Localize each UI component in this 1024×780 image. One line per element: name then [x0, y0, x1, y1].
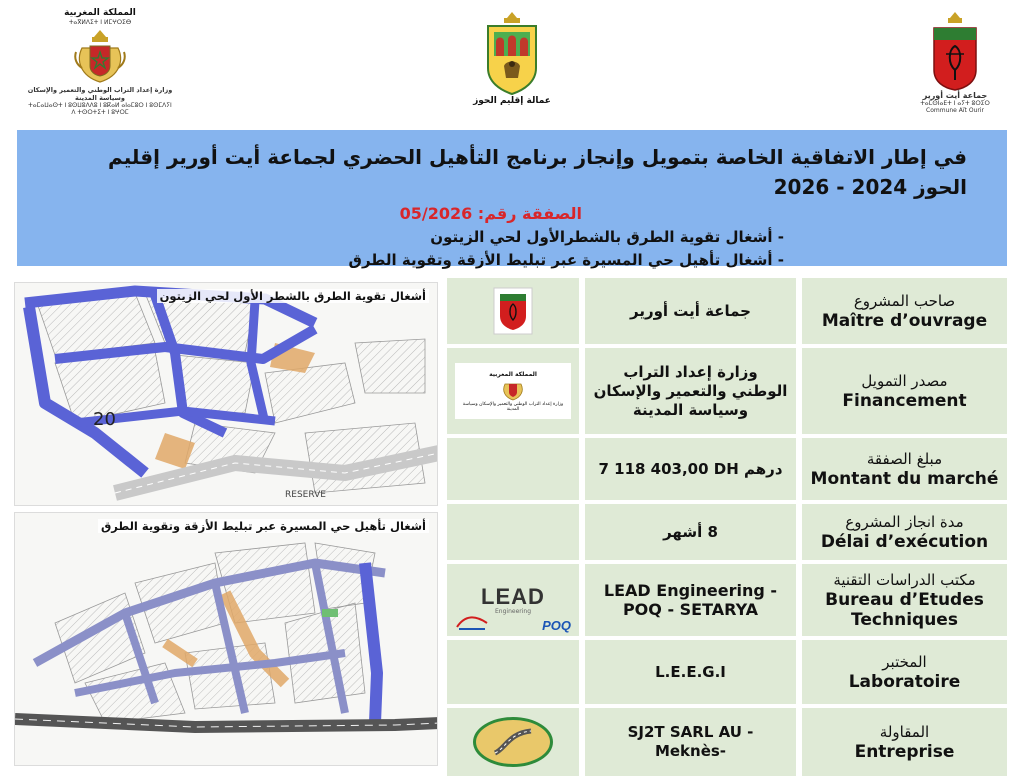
- table-row: [447, 708, 1007, 776]
- plan-number-label: 20: [93, 409, 116, 430]
- ministry-logo: [20, 8, 180, 116]
- label-fr: Bureau d’Etudes Techniques: [825, 590, 984, 630]
- row-label: [802, 348, 1007, 434]
- kingdom-title: المملكة المغربية: [64, 8, 136, 18]
- label-ar: المقاولة: [879, 723, 930, 741]
- laboratory-value: L.E.E.G.I: [655, 662, 726, 681]
- row-logo-cell: [447, 564, 579, 636]
- banner-item-2: - أشغال تأهيل حي المسيرة عبر تبليط الأزقة وتقوية الطرق: [348, 251, 784, 269]
- ministry-name-ar: وزارة إعداد التراب الوطني والتعمير والإسكان وسياسة المدينة: [27, 86, 173, 102]
- site-plan-drawing-2: [15, 513, 438, 766]
- label-fr: Financement: [842, 391, 967, 411]
- row-value: [585, 640, 796, 704]
- project-owner-value: جماعة أيت أورير: [629, 301, 751, 320]
- setarya-logo-icon: [455, 613, 489, 633]
- table-row: [447, 438, 1007, 500]
- royal-emblem-icon: [500, 378, 526, 402]
- province-crest-icon: [482, 10, 542, 96]
- duration-value: 8 أشهر: [663, 522, 718, 541]
- financing-value: وزارة إعداد التراب الوطني والتعمير والإسكان وسياسة المدينة: [593, 362, 788, 419]
- row-label: [802, 564, 1007, 636]
- label-fr: Montant du marché: [810, 469, 999, 489]
- commune-crest-icon: [490, 286, 536, 336]
- row-value: [585, 438, 796, 500]
- label-fr: Entreprise: [854, 742, 955, 762]
- row-label: [802, 504, 1007, 560]
- design-office-value: LEAD Engineering - POQ - SETARYA: [603, 581, 778, 619]
- map-2-caption: أشغال تأهيل حي المسيرة عبر تبليط الأزقة وتقوية الطرق: [98, 519, 429, 533]
- row-logo-cell: [447, 504, 579, 560]
- contract-amount-value: 7 118 403,00 DH درهم: [598, 459, 783, 478]
- label-ar: مكتب الدراسات التقنية: [833, 571, 976, 589]
- table-row: [447, 348, 1007, 434]
- label-ar: مدة انجاز المشروع: [845, 513, 964, 531]
- lead-engineering-logo: [449, 565, 577, 635]
- contractor-value: SJ2T SARL AU -Meknès-: [627, 723, 754, 760]
- label-ar: مبلغ الصفقة: [866, 450, 943, 468]
- table-row: [447, 564, 1007, 636]
- ministry-mini-subtitle: وزارة إعداد التراب الوطني والتعمير والإسكان وسياسة المدينة: [462, 401, 564, 412]
- lead-logo-sub: Engineering: [495, 607, 531, 615]
- commune-caption-fr: Commune Aït Ourir: [926, 107, 984, 114]
- row-label: [802, 438, 1007, 500]
- royal-emblem-icon: [72, 28, 128, 86]
- banner-item-1: - أشغال تقوية الطرق بالشطرالأول لحي الزيتون: [430, 228, 784, 246]
- road-label: RESERVE: [285, 490, 326, 500]
- ministry-name-tifinagh-1: ⵜⴰⵎⴰⵡⴰⵙⵜ ⵏ ⵓⵙⵡⵓⴷⴷⵓ ⵏ ⵓⴽⴰⵍ ⴰⵏⴰⵎⵓⵔ ⵏ ⵓⵙⵎⴷⵢⵏ: [28, 102, 172, 109]
- table-row: [447, 278, 1007, 344]
- row-logo-cell: [447, 438, 579, 500]
- title-banner: [17, 130, 1007, 269]
- site-plan-massira: [14, 512, 438, 766]
- map-1-caption: أشغال تقوية الطرق بالشطر الأول لحي الزيتون: [157, 289, 429, 303]
- row-value: [585, 348, 796, 434]
- table-row: [447, 640, 1007, 704]
- kingdom-tifinagh: ⵜⴰⴳⵍⴷⵉⵜ ⵏ ⵍⵎⵖⵔⵉⴱ: [68, 19, 132, 26]
- site-plan-drawing-1: [15, 283, 438, 506]
- commune-crest-icon: [930, 10, 980, 92]
- table-row: [447, 504, 1007, 560]
- contract-reference: الصفقة رقم: 05/2026: [399, 204, 582, 223]
- province-caption: عمالة إقليم الحوز: [473, 96, 551, 106]
- road-icon: [491, 727, 535, 757]
- row-logo-cell: [447, 708, 579, 776]
- label-fr: Laboratoire: [848, 672, 961, 692]
- label-ar: صاحب المشروع: [853, 292, 956, 310]
- label-fr: Maître d’ouvrage: [821, 311, 988, 331]
- row-logo-cell: [447, 348, 579, 434]
- banner-title: في إطار الاتفاقية الخاصة بتمويل وإنجاز برنامج التأهيل الحضري لجماعة أيت أورير إقليم الحوز 2024 - 2026: [108, 145, 967, 199]
- row-value: [585, 564, 796, 636]
- label-fr: Délai d’exécution: [820, 532, 989, 552]
- label-ar: مصدر التمويل: [861, 372, 948, 390]
- commune-caption-ar: جماعة أيت أورير: [922, 91, 988, 100]
- row-label: [802, 278, 1007, 344]
- row-value: [585, 504, 796, 560]
- lead-logo-word: LEAD: [481, 583, 545, 609]
- commune-caption-tifinagh: ⵜⴰⵎⵙⵏⴰⴹⵜ ⵏ ⴰⵢⵜ ⵓⵔⵉⵔ: [920, 100, 990, 107]
- ministry-name-tifinagh-2: ⴷ ⵜⵙⵔⵜⵉⵜ ⵏ ⵓⵖⵔⵎ: [71, 109, 129, 116]
- poq-logo-word: POQ: [542, 618, 571, 633]
- row-value: [585, 278, 796, 344]
- label-ar: المختبر: [882, 653, 927, 671]
- commune-logo: [900, 10, 1010, 114]
- row-label: [802, 708, 1007, 776]
- ministry-mini-logo: [455, 363, 571, 419]
- row-logo-cell: [447, 278, 579, 344]
- site-plan-zitoun: [14, 282, 438, 506]
- row-logo-cell: [447, 640, 579, 704]
- header-logos: [0, 0, 1024, 128]
- sj2t-logo: [473, 717, 553, 767]
- ministry-mini-title: المملكة المغربية: [489, 370, 537, 378]
- row-value: [585, 708, 796, 776]
- province-logo: [462, 10, 562, 107]
- row-label: [802, 640, 1007, 704]
